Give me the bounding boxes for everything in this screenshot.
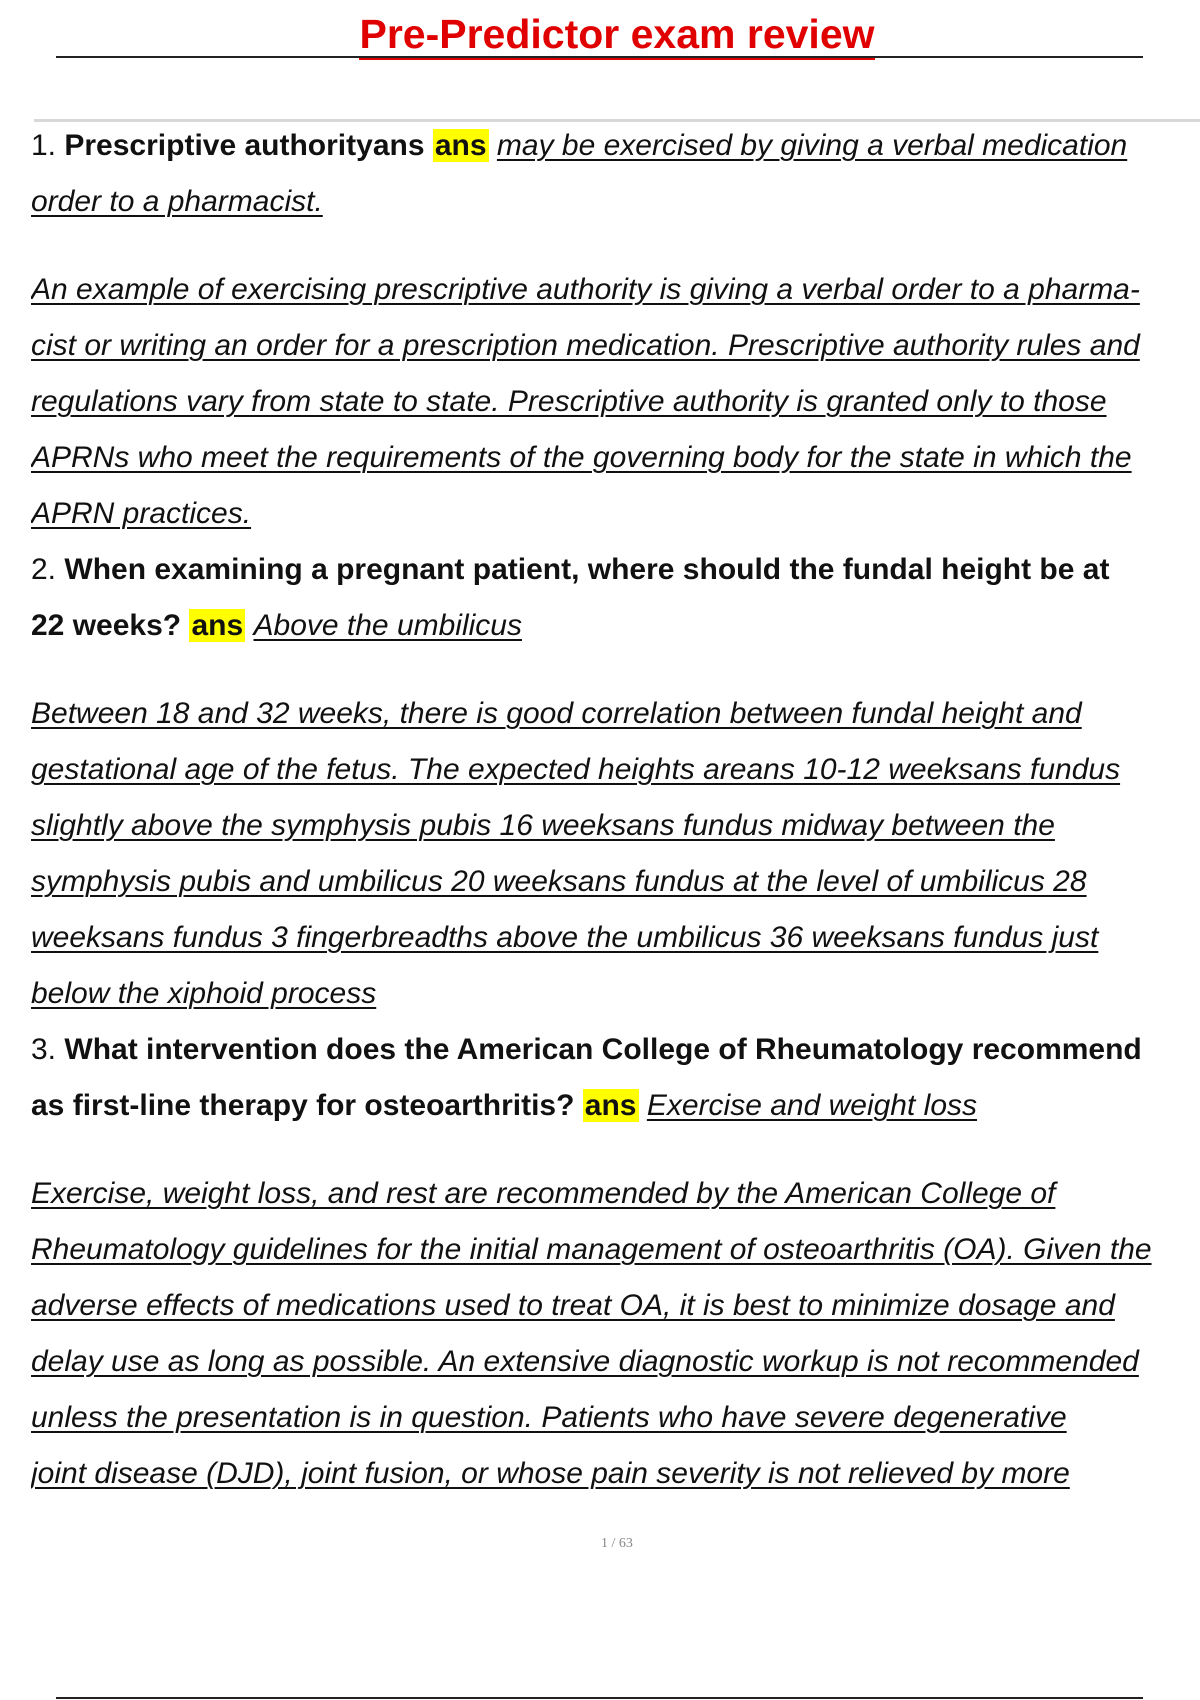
explanation-line: joint disease (DJD), joint fusion, or whose pain severity is not relieved by more xyxy=(31,1457,1070,1490)
explanation-line: APRN practices. xyxy=(31,497,252,530)
answer-text-continued: order to a pharmacist. xyxy=(31,185,323,218)
page-title-text: Pre-Predictor exam review xyxy=(359,11,874,60)
document-body xyxy=(31,118,1200,1502)
question-2-line-1 xyxy=(31,542,1200,598)
explanation-line: unless the presentation is in question. Patients who have severe degenerative xyxy=(31,1401,1067,1434)
question-block-2 xyxy=(31,542,1200,1022)
question-3-line-1 xyxy=(31,1022,1200,1078)
explanation-3 xyxy=(31,1166,1200,1502)
ans-highlight: ans xyxy=(434,129,487,162)
explanation-line: cist or writing an order for a prescription medication. Prescriptive authority rules and xyxy=(31,329,1140,362)
explanation-1 xyxy=(31,262,1200,542)
question-1 xyxy=(31,118,1200,230)
explanation-line: Between 18 and 32 weeks, there is good correlation between fundal height and xyxy=(31,697,1082,730)
answer-text: Exercise and weight loss xyxy=(646,1089,978,1122)
ans-highlight: ans xyxy=(584,1089,637,1122)
question-block-3 xyxy=(31,1022,1200,1502)
question-number: 2. xyxy=(31,553,57,586)
question-1-line-2 xyxy=(31,174,1200,230)
answer-text: may be exercised by giving a verbal medication xyxy=(496,129,1128,162)
explanation-line: weeksans fundus 3 fingerbreadths above the umbilicus 36 weeksans fundus just xyxy=(31,921,1099,954)
question-2 xyxy=(31,542,1200,654)
page-title xyxy=(0,8,1200,60)
question-text: Prescriptive authorityans xyxy=(64,129,425,162)
question-3-line-2 xyxy=(31,1078,1200,1134)
explanation-line: slightly above the symphysis pubis 16 weeksans fundus midway between the xyxy=(31,809,1055,842)
explanation-line: An example of exercising prescriptive authority is giving a verbal order to a pharma- xyxy=(31,273,1140,306)
answer-text: Above the umbilicus xyxy=(253,609,522,642)
title-divider xyxy=(56,56,1143,58)
question-3 xyxy=(31,1022,1200,1134)
page-number: 1 / 63 xyxy=(601,1536,633,1551)
footer-divider xyxy=(56,1697,1143,1699)
explanation-line: adverse effects of medications used to treat OA, it is best to minimize dosage and xyxy=(31,1289,1115,1322)
explanation-line: delay use as long as possible. An extensive diagnostic workup is not recommended xyxy=(31,1345,1139,1378)
question-text: What intervention does the American College of Rheumatology recommend xyxy=(64,1033,1142,1066)
question-text-continued: 22 weeks? xyxy=(31,609,182,642)
explanation-line: Rheumatology guidelines for the initial management of osteoarthritis (OA). Given the xyxy=(31,1233,1152,1266)
question-1-line-1 xyxy=(31,118,1200,174)
explanation-line: gestational age of the fetus. The expected heights areans 10-12 weeksans fundus xyxy=(31,753,1121,786)
explanation-2 xyxy=(31,686,1200,1022)
question-text: When examining a pregnant patient, where should the fundal height be at xyxy=(64,553,1110,586)
explanation-line: symphysis pubis and umbilicus 20 weeksans fundus at the level of umbilicus 28 xyxy=(31,865,1087,898)
explanation-line: regulations vary from state to state. Prescriptive authority is granted only to those xyxy=(31,385,1107,418)
question-block-1 xyxy=(31,118,1200,542)
question-number: 1. xyxy=(31,129,57,162)
question-number: 3. xyxy=(31,1033,57,1066)
explanation-line: Exercise, weight loss, and rest are recommended by the American College of xyxy=(31,1177,1056,1210)
ans-highlight: ans xyxy=(191,609,244,642)
question-text-continued: as first-line therapy for osteoarthritis? xyxy=(31,1089,575,1122)
explanation-line: below the xiphoid process xyxy=(31,977,377,1010)
explanation-line: APRNs who meet the requirements of the governing body for the state in which the xyxy=(31,441,1132,474)
question-2-line-2 xyxy=(31,598,1200,654)
